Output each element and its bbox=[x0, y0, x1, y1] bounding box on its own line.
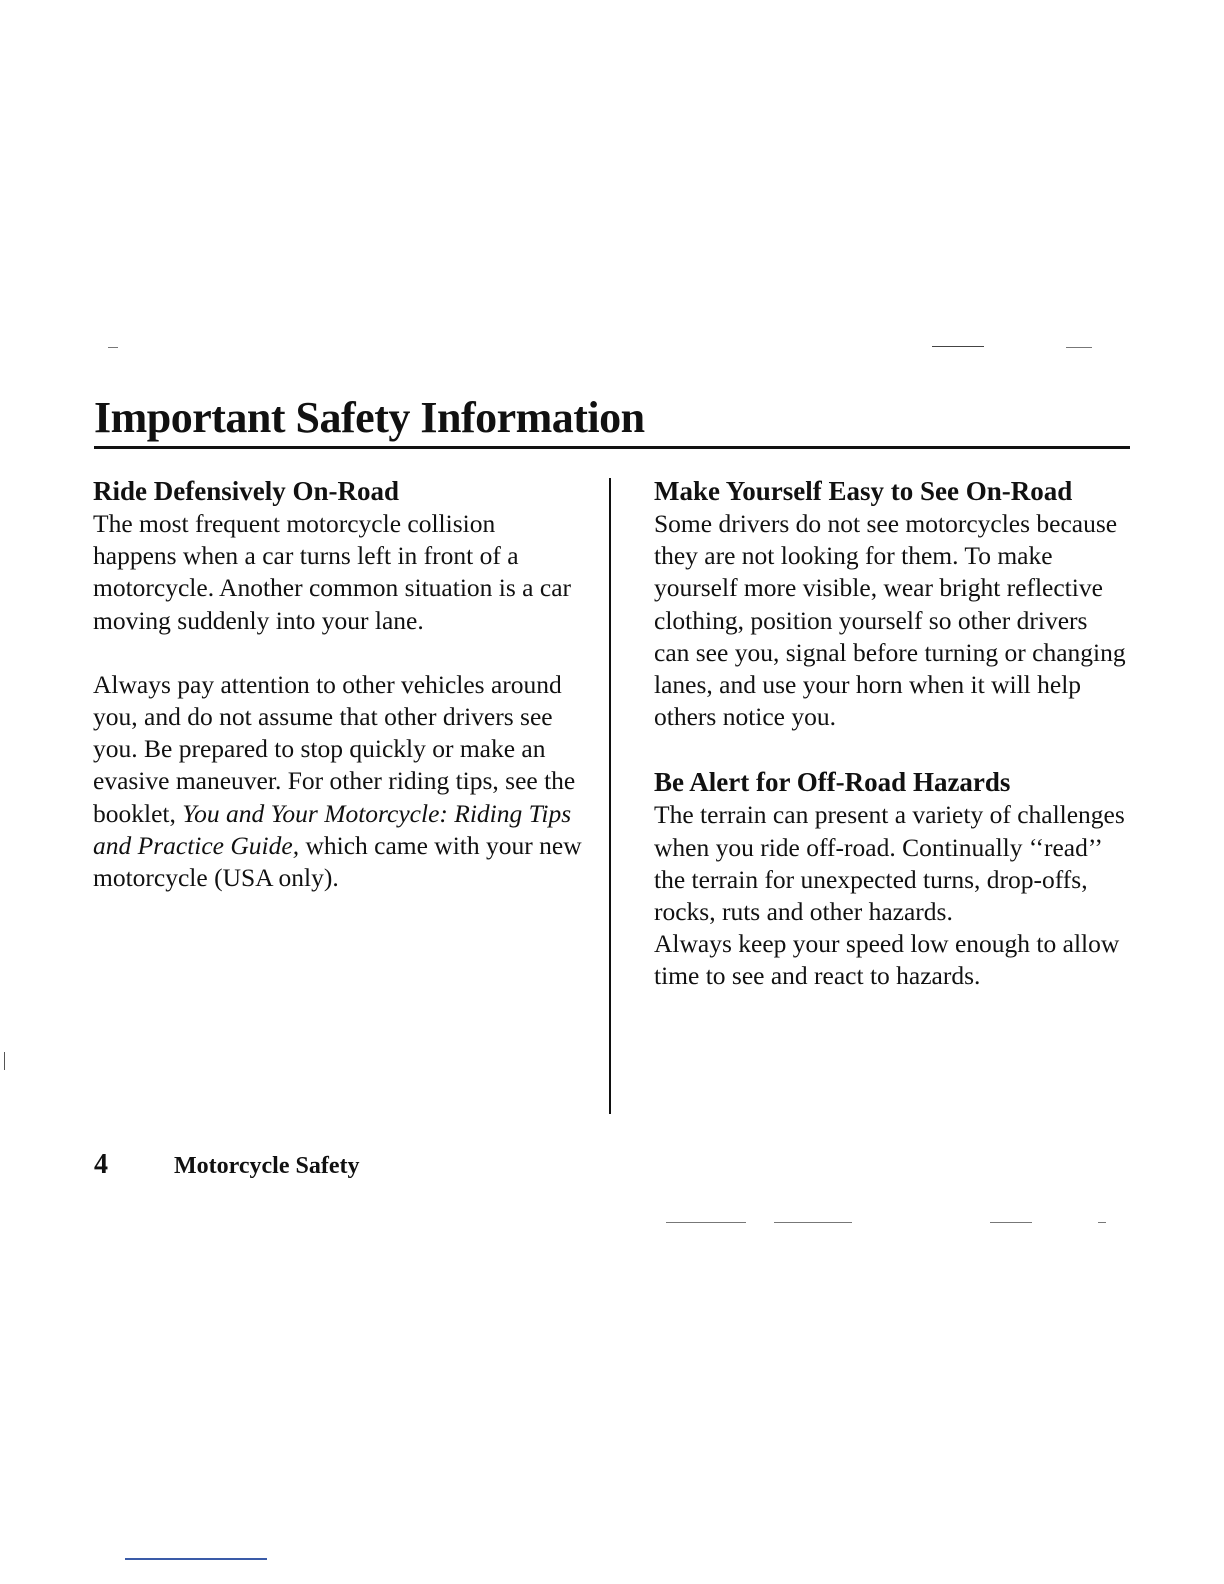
paragraph: Always keep your speed low enough to allow time to see and react to hazards. bbox=[654, 929, 1120, 991]
section-off-road-hazards bbox=[654, 765, 1129, 992]
paragraph: The terrain can present a variety of challenges when you ride off-road. Continually ‘‘read’’ the terrain for unexpected turns, drop-offs, rocks, ruts and other hazards. bbox=[654, 800, 1125, 927]
section-heading: Make Yourself Easy to See On-Road bbox=[654, 476, 1073, 506]
scan-mark bbox=[4, 1052, 5, 1070]
booklet-title: You and Your Motorcycle: Riding Tips and Practice Guide, bbox=[93, 798, 572, 860]
scan-mark bbox=[666, 1222, 746, 1223]
right-column bbox=[654, 474, 1129, 993]
page-number: 4 bbox=[94, 1149, 108, 1180]
paragraph: The most frequent motorcycle collision happens when a car turns left in front of a motorcycle. Another common situation is a car moving suddenly into your lane. bbox=[93, 509, 572, 635]
title-rule bbox=[94, 446, 1130, 449]
section-easy-to-see bbox=[654, 474, 1129, 733]
column-divider bbox=[609, 478, 611, 1114]
bottom-edge-line bbox=[125, 1558, 267, 1560]
section-heading: Be Alert for Off-Road Hazards bbox=[654, 767, 1011, 798]
scan-mark bbox=[774, 1222, 852, 1223]
section-ride-defensively bbox=[93, 474, 583, 894]
left-column bbox=[93, 474, 583, 894]
page-title: Important Safety Information bbox=[94, 393, 645, 442]
scan-mark bbox=[1066, 347, 1092, 348]
paragraph: Some drivers do not see motorcycles because they are not looking for them. To make yourself more visible, wear bright reflective clothing, position yourself so other drivers can see you, signal before turning or changing lanes, and use your horn when it will help others notice you. bbox=[654, 509, 1126, 732]
paragraph-text: which came with your new motorcycle (USA only). bbox=[93, 830, 582, 893]
scan-mark bbox=[108, 347, 118, 348]
scan-mark bbox=[1098, 1222, 1106, 1223]
paragraph-text: Always pay attention to other vehicles around you, and do not assume that other drivers see you. Be prepared to stop quickly or make an evasive maneuver. For other riding tips, see the booklet, bbox=[93, 669, 576, 828]
footer-section-label: Motorcycle Safety bbox=[174, 1153, 360, 1179]
scan-mark bbox=[932, 346, 984, 347]
paragraph bbox=[93, 669, 583, 894]
scan-mark bbox=[990, 1222, 1032, 1223]
section-heading: Ride Defensively On-Road bbox=[93, 476, 399, 506]
